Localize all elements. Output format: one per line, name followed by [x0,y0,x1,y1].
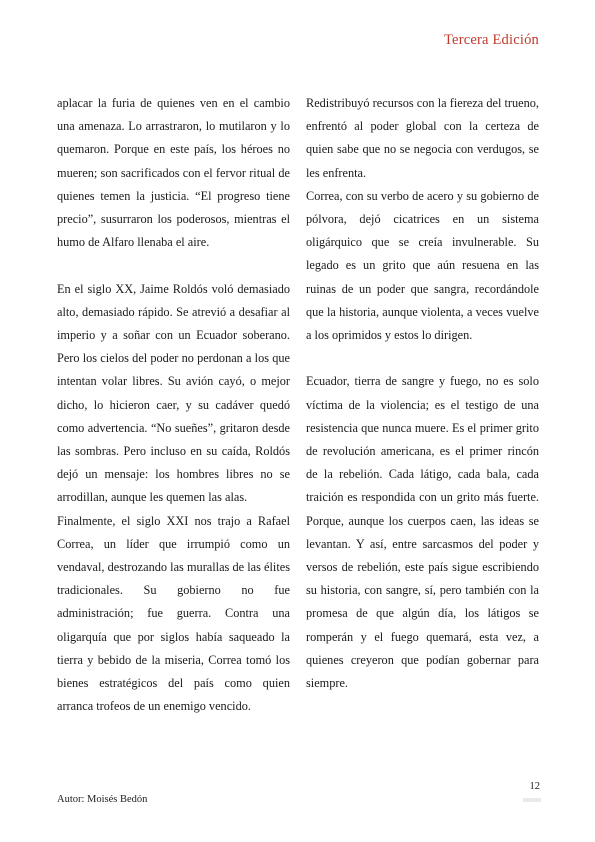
paragraph-roldos: En el siglo XX, Jaime Roldós voló demasiado alto, demasiado rápido. Se atrevió a desafiar al imperio y a soñar con un Ecuador soberano. Pero los cielos del poder no perdonan a los que intentan volar libres. Su avión cayó, o mejor dicho, lo hicieron caer, y su cadáver quedó como advertencia. “No sueñes”, gritaron desde las sombras. Pero incluso en su caída, Roldós dejó un mensaje: los hombres libres no se arrodillan, aunque les quemen las alas. [57,281,290,505]
page-marker [523,798,541,802]
footer-author: Autor: Moisés Bedón [57,794,148,805]
paragraph-redistribution: Redistribuyó recursos con la fiereza del trueno, enfrentó al poder global con la certeza de quien sabe que no se negocia con verdugos, se les enfrenta. [306,96,539,180]
page-number: 12 [529,781,540,792]
edition-header: Tercera Edición [444,32,539,48]
paragraph-correa-legacy: Correa, con su verbo de acero y su gobierno de pólvora, dejó cicatrices en un sistema oligárquico que se creía invulnerable. Su legado es un grito que aún resuena en las ruinas de un poder que sangra, recordándole que la historia, aunque violenta, a veces vuelve a los oprimidos y estos lo dirigen. [306,188,539,343]
paragraph-alfaro: aplacar la furia de quienes ven en el cambio una amenaza. Lo arrastraron, lo mutilaron y lo quemaron. Porque en este país, los héroes no mueren; son sacrificados con el fervor ritual de quienes temen la justicia. “El progreso tiene precio”, susurraron los poderosos, mientras el humo de Alfaro llenaba el aire. [57,96,290,250]
paragraph-correa-intro: Finalmente, el siglo XXI nos trajo a Rafael Correa, un líder que irrumpió como un vendaval, destrozando las murallas de las élites tradicionales. Su gobierno no fue administración; fue guerra. Contra una oligarquía que por siglos había saqueado la tierra y bebido de la miseria, Correa tomó los bienes estratégicos del país como quien arranca trofeos de un enemigo vencido. [57,513,290,714]
left-column [57,92,290,718]
paragraph-ecuador: Ecuador, tierra de sangre y fuego, no es solo víctima de la violencia; es el testigo de una resistencia que nunca muere. Es el primer grito de revolución americana, es el primer rincón de la rebelión. Cada látigo, cada bala, cada traición es respondida con un grito más fuerte. Porque, aunque los cuerpos caen, las ideas se levantan. Y así, entre sarcasmos del poder y versos de rebelión, este país sigue escribiendo su historia, con sangre, sí, pero también con la promesa de que algún día, los látigos se romperán y el fuego quemará, esta vez, a quienes creyeron que podían gobernar para siempre. [306,374,539,691]
right-column [306,92,539,695]
